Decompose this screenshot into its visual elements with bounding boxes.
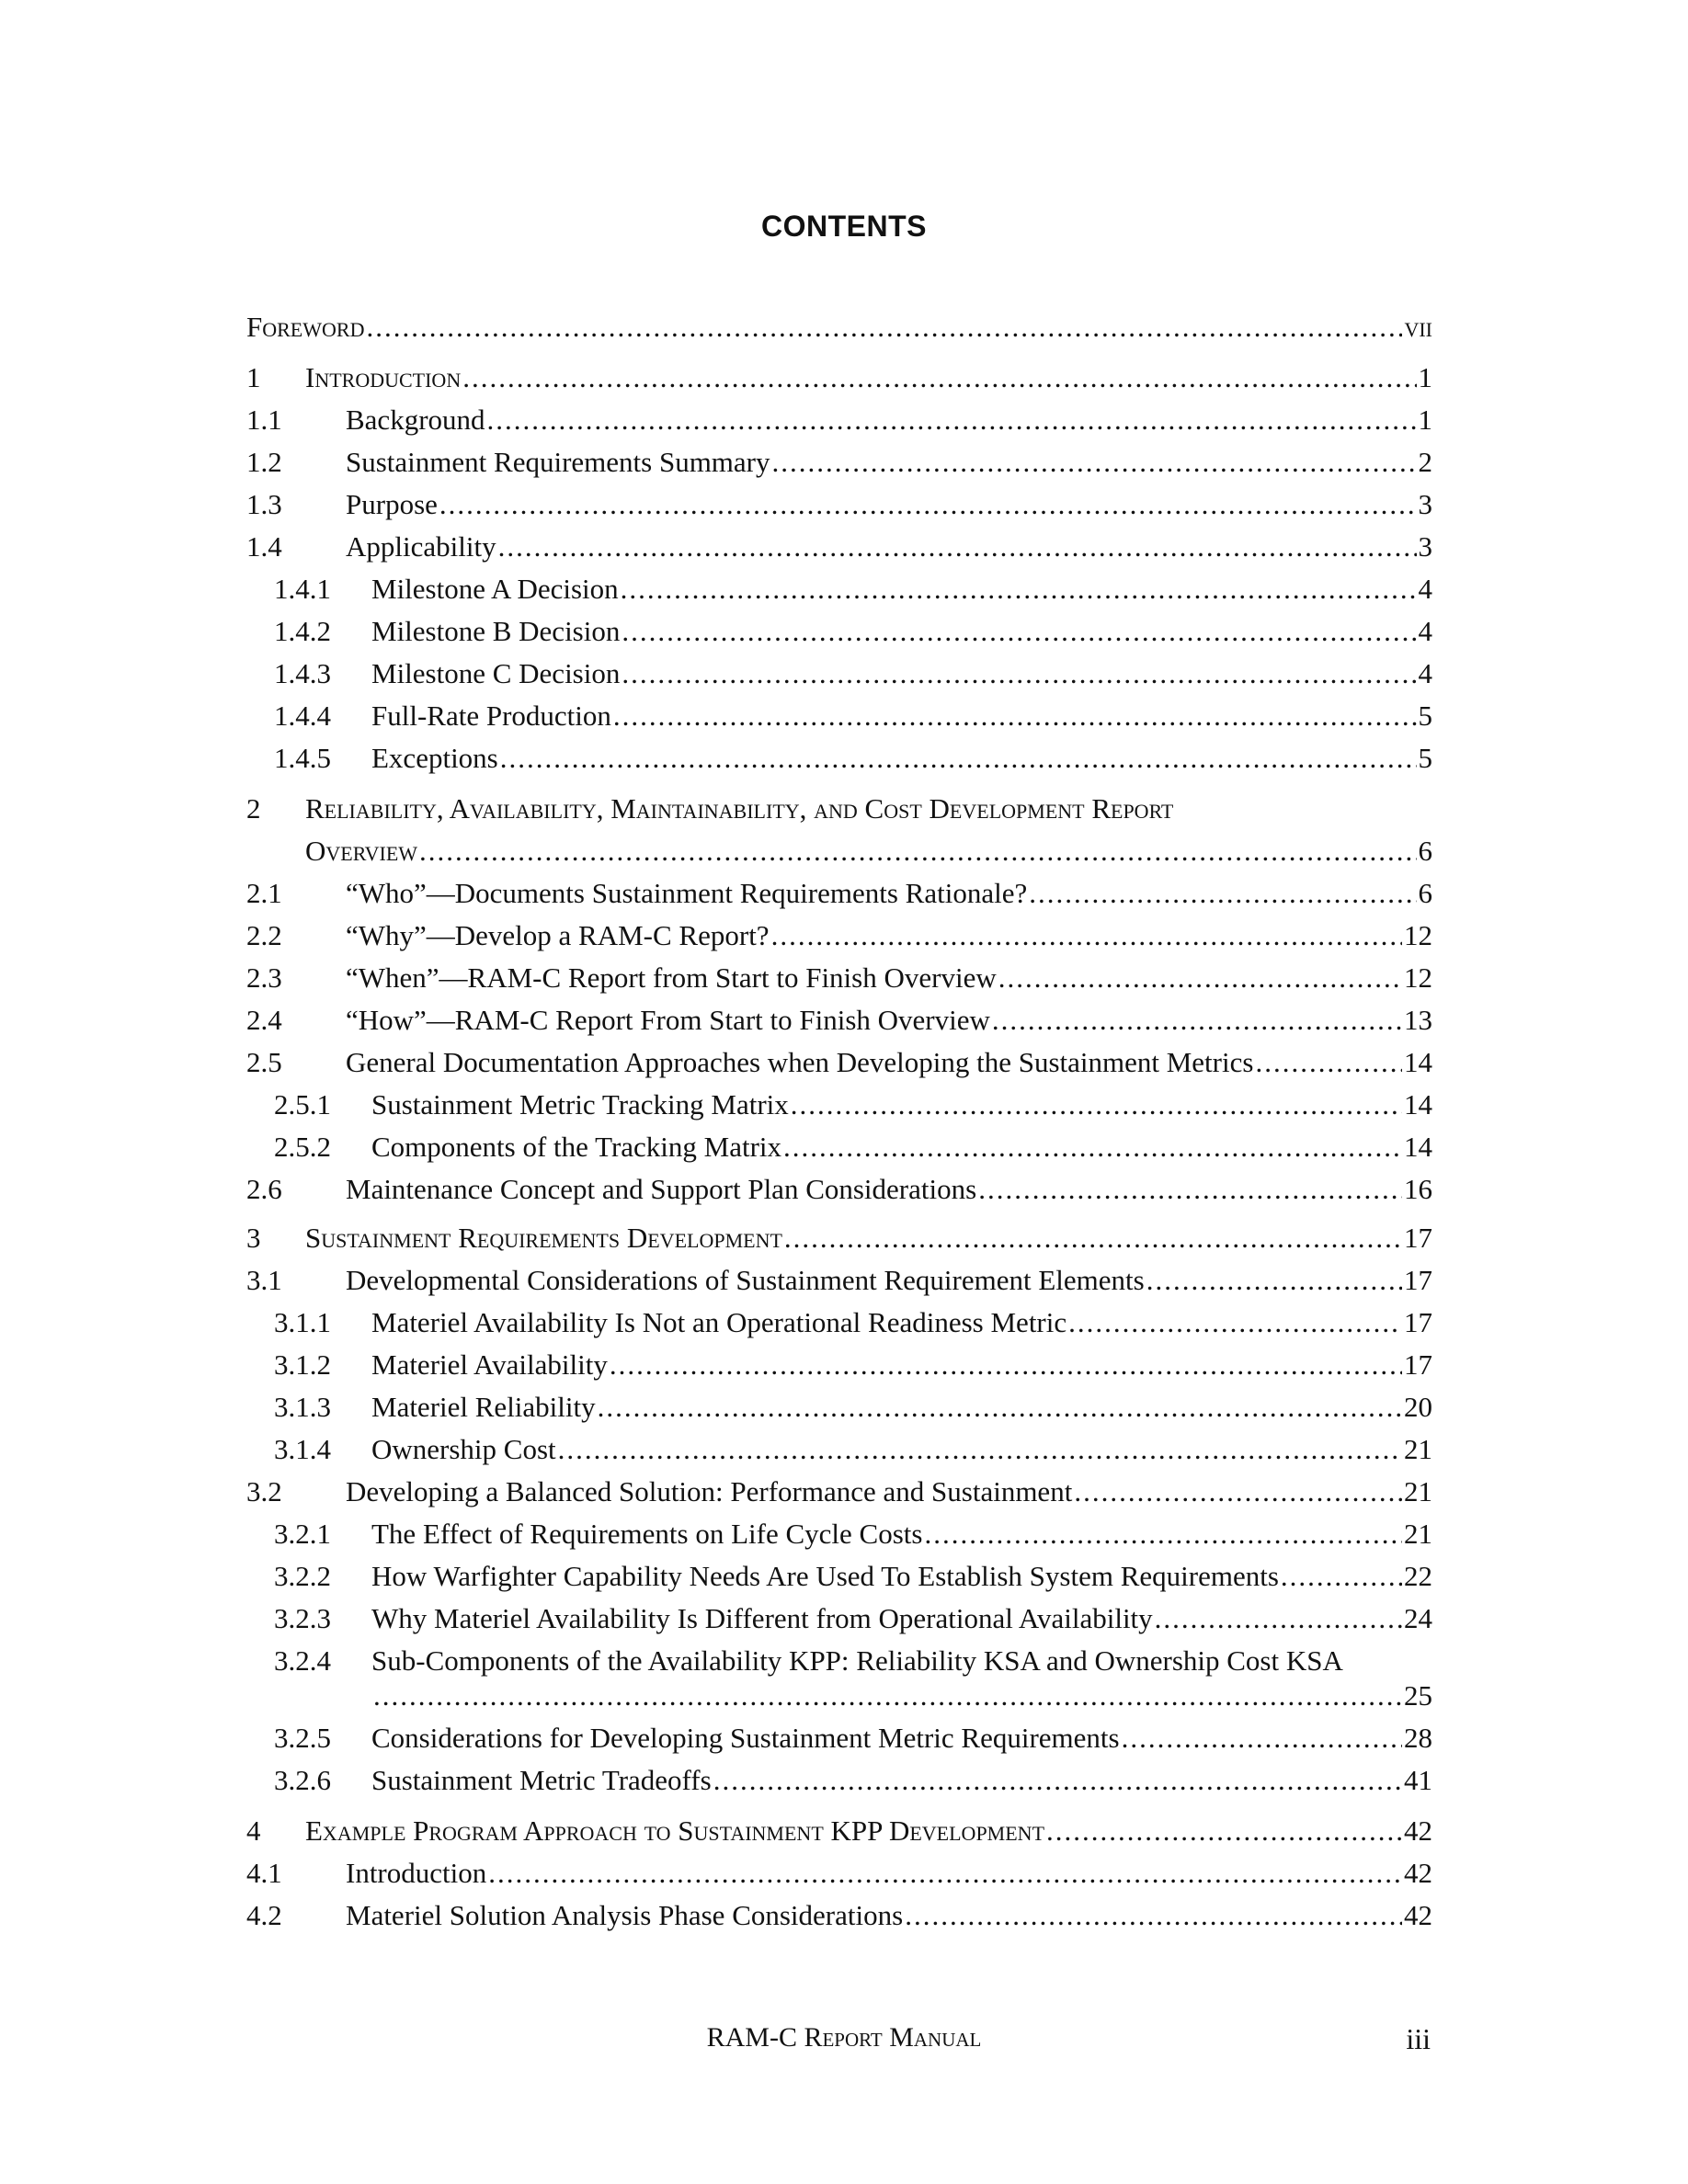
toc-entry-page: 4 [1418, 657, 1432, 689]
toc-entry-page: 41 [1404, 1764, 1432, 1796]
toc-entry-title: Milestone B Decision [371, 615, 621, 647]
toc-entry-page: 4 [1418, 615, 1432, 647]
toc-entry-title: Sub-Components of the Availability KPP: Reliability KSA and Ownership Cost KSA [371, 1644, 1343, 1677]
toc-entry-title: Milestone C Decision [371, 657, 621, 689]
toc-entry-number: 3.2 [246, 1475, 282, 1507]
toc-entry-number: 1.4.1 [274, 573, 331, 605]
toc-entry-page: 42 [1404, 1857, 1432, 1889]
toc-entry-4[interactable] [246, 1810, 1432, 1852]
toc-entry-3-1-1[interactable] [246, 1302, 1432, 1344]
toc-entry-2-5[interactable] [246, 1041, 1432, 1084]
toc-entry-page: 17 [1404, 1348, 1432, 1381]
toc-entry-title: Example Program Approach to Sustainment KPP Development [305, 1814, 1045, 1847]
toc-entry-page: 14 [1404, 1046, 1432, 1078]
toc-entry-title: Sustainment Metric Tracking Matrix [371, 1088, 789, 1120]
toc-entry-number: 3.1 [246, 1264, 282, 1296]
toc-entry-number: 1.3 [246, 488, 282, 520]
toc-entry-title: Developmental Considerations of Sustainment Requirement Elements [346, 1264, 1145, 1296]
toc-entry-page: 21 [1404, 1433, 1432, 1465]
toc-entry-page: 1 [1418, 361, 1432, 393]
toc-entry-number: 2.5 [246, 1046, 282, 1078]
toc-entry-1-1[interactable] [246, 399, 1432, 441]
toc-entry-title: Background [346, 404, 485, 436]
toc-entry-title: Considerations for Developing Sustainment Metric Requirements [371, 1722, 1120, 1754]
toc-entry-number: 4 [246, 1814, 261, 1847]
toc-entry-title: Purpose [346, 488, 438, 520]
toc-entry-1-4-4[interactable] [246, 695, 1432, 737]
toc-entry-number: 2 [246, 792, 261, 825]
toc-entry-3-2-2[interactable] [246, 1555, 1432, 1598]
toc-entry-2-2[interactable] [246, 915, 1432, 957]
toc-entry-title: Components of the Tracking Matrix [371, 1131, 782, 1163]
toc-entry-page: 1 [1418, 404, 1432, 436]
footer-page-number: iii [1406, 2022, 1431, 2055]
toc-entry-page: 42 [1404, 1814, 1432, 1847]
toc-entry-title: “How”—RAM-C Report From Start to Finish Overview [346, 1004, 990, 1036]
toc-entry-number: 3 [246, 1222, 261, 1254]
toc-entry-page: 2 [1418, 446, 1432, 478]
toc-entry-3-1-2[interactable] [246, 1344, 1432, 1386]
toc-entry-3-2-5[interactable] [246, 1717, 1432, 1759]
toc-entry-page: 6 [1418, 877, 1432, 909]
toc-entry-page: 5 [1418, 700, 1432, 732]
toc-entry-page: 12 [1404, 961, 1432, 994]
toc-entry-number: 2.5.1 [274, 1088, 331, 1120]
toc-entry-1[interactable] [246, 357, 1432, 399]
toc-entry-page: 13 [1404, 1004, 1432, 1036]
toc-entry-title: Maintenance Concept and Support Plan Considerations [346, 1173, 977, 1205]
toc-entry-page: 3 [1418, 530, 1432, 563]
toc-entry-page: 3 [1418, 488, 1432, 520]
toc-entry-3-1-3[interactable] [246, 1386, 1432, 1428]
toc-entry-page: 17 [1404, 1264, 1432, 1296]
toc-entry-title: Introduction [346, 1857, 487, 1889]
toc-entry-page: 5 [1418, 742, 1432, 774]
toc-entry-number: 1.4.3 [274, 657, 331, 689]
toc-entry-title: Foreword [246, 311, 365, 343]
toc-entry-page: 24 [1404, 1602, 1432, 1634]
page-title: CONTENTS [761, 210, 927, 243]
toc-entry-number: 4.1 [246, 1857, 282, 1889]
toc-entry-page: 20 [1404, 1391, 1432, 1423]
toc-entry-number: 3.2.2 [274, 1560, 331, 1592]
toc-entry-title: Developing a Balanced Solution: Performance and Sustainment [346, 1475, 1073, 1507]
toc-entry-number: 2.1 [246, 877, 282, 909]
toc-entry-title: Milestone A Decision [371, 573, 619, 605]
toc-entry-3-2-3[interactable] [246, 1598, 1432, 1640]
toc-entry-number: 3.2.5 [274, 1722, 331, 1754]
toc-entry-1-4-3[interactable] [246, 653, 1432, 695]
toc-entry-title: Why Materiel Availability Is Different from Operational Availability [371, 1602, 1153, 1634]
toc-entry-number: 3.1.4 [274, 1433, 331, 1465]
toc-entry-2-3[interactable] [246, 957, 1432, 999]
toc-entry-title: Introduction [305, 361, 462, 393]
toc-entry-1-3[interactable] [246, 483, 1432, 526]
toc-entry-title: Materiel Reliability [371, 1391, 596, 1423]
toc-entry-title: Sustainment Metric Tradeoffs [371, 1764, 712, 1796]
toc-entry-title-continued: Overview [305, 835, 418, 867]
toc-entry-page: 6 [1418, 835, 1432, 867]
toc-entry-3-1[interactable] [246, 1259, 1432, 1302]
toc-entry-1-2[interactable] [246, 441, 1432, 483]
toc-entry-3[interactable] [246, 1217, 1432, 1259]
footer-document-title: RAM-C Report Manual [706, 2022, 982, 2053]
toc-entry-number: 3.2.6 [274, 1764, 331, 1796]
toc-entry-title: The Effect of Requirements on Life Cycle Costs [371, 1518, 923, 1550]
toc-entry-number: 2.4 [246, 1004, 282, 1036]
toc-entry-number: 3.1.2 [274, 1348, 331, 1381]
toc-entry-number: 1.2 [246, 446, 282, 478]
toc-entry-page: 14 [1404, 1088, 1432, 1120]
toc-entry-number: 1 [246, 361, 261, 393]
toc-entry-page: 28 [1404, 1722, 1432, 1754]
toc-entry-title: Exceptions [371, 742, 498, 774]
toc-entry-2-4[interactable] [246, 999, 1432, 1041]
toc-entry-title: Sustainment Requirements Summary [346, 446, 770, 478]
toc-entry-title: Materiel Availability [371, 1348, 608, 1381]
toc-entry-page: vii [1404, 311, 1432, 343]
toc-entry-3-2-6[interactable] [246, 1759, 1432, 1802]
toc-entry-page: 14 [1404, 1131, 1432, 1163]
toc-entry-page: 17 [1404, 1222, 1432, 1254]
toc-entry-4-2[interactable] [246, 1894, 1432, 1937]
toc-entry-title: Materiel Availability Is Not an Operational Readiness Metric [371, 1306, 1067, 1338]
toc-entry-page: 17 [1404, 1306, 1432, 1338]
toc-entry-title: “Who”—Documents Sustainment Requirements Rationale? [346, 877, 1028, 909]
toc-entry-page: 42 [1404, 1899, 1432, 1931]
toc-entry-foreword[interactable] [246, 306, 1432, 348]
toc-entry-3-2[interactable] [246, 1471, 1432, 1513]
toc-entry-number: 1.4 [246, 530, 282, 563]
toc-entry-number: 2.2 [246, 919, 282, 951]
toc-entry-number: 3.2.1 [274, 1518, 331, 1550]
toc-entry-1-4-2[interactable] [246, 610, 1432, 653]
toc-entry-page: 21 [1404, 1518, 1432, 1550]
toc-entry-page: 21 [1404, 1475, 1432, 1507]
toc-entry-number: 3.1.1 [274, 1306, 331, 1338]
toc-entry-title: Applicability [346, 530, 496, 563]
toc-entry-number: 2.6 [246, 1173, 282, 1205]
toc-entry-title: Ownership Cost [371, 1433, 556, 1465]
toc-entry-number: 3.1.3 [274, 1391, 331, 1423]
toc-entry-number: 1.1 [246, 404, 282, 436]
toc-entry-1-4-5[interactable] [246, 737, 1432, 779]
toc-entry-2-5-2[interactable] [246, 1126, 1432, 1168]
toc-entry-3-2-1[interactable] [246, 1513, 1432, 1555]
toc-entry-3-1-4[interactable] [246, 1428, 1432, 1471]
toc-entry-number: 4.2 [246, 1899, 282, 1931]
toc-entry-number: 2.5.2 [274, 1131, 331, 1163]
toc-entry-title: Reliability, Availability, Maintainability, and Cost Development Report [305, 792, 1174, 825]
toc-entry-number: 3.2.3 [274, 1602, 331, 1634]
toc-entry-2-6[interactable] [246, 1168, 1432, 1211]
toc-entry-3-2-4[interactable] [246, 1640, 1432, 1723]
toc-entry-page: 16 [1404, 1173, 1432, 1205]
toc-entry-2-1[interactable] [246, 872, 1432, 915]
toc-entry-page: 25 [1404, 1679, 1432, 1712]
toc-entry-4-1[interactable] [246, 1852, 1432, 1894]
toc-entry-number: 1.4.4 [274, 700, 331, 732]
toc-entry-2[interactable] [246, 788, 1432, 872]
toc-entry-page: 22 [1404, 1560, 1432, 1592]
toc-entry-page: 12 [1404, 919, 1432, 951]
toc-entry-title: General Documentation Approaches when Developing the Sustainment Metrics [346, 1046, 1254, 1078]
toc-entry-1-4[interactable] [246, 526, 1432, 568]
toc-entry-title: “Why”—Develop a RAM-C Report? [346, 919, 770, 951]
toc-entry-number: 3.2.4 [274, 1644, 331, 1677]
toc-entry-1-4-1[interactable] [246, 568, 1432, 610]
toc-entry-title: “When”—RAM-C Report from Start to Finish Overview [346, 961, 997, 994]
toc-entry-page: 4 [1418, 573, 1432, 605]
toc-entry-title: Sustainment Requirements Development [305, 1222, 782, 1254]
toc-entry-2-5-1[interactable] [246, 1084, 1432, 1126]
toc-entry-title: Materiel Solution Analysis Phase Considerations [346, 1899, 904, 1931]
toc-entry-title: How Warfighter Capability Needs Are Used To Establish System Requirements [371, 1560, 1279, 1592]
toc-entry-number: 1.4.5 [274, 742, 331, 774]
toc-entry-number: 2.3 [246, 961, 282, 994]
toc-entry-number: 1.4.2 [274, 615, 331, 647]
toc-entry-title: Full-Rate Production [371, 700, 611, 732]
